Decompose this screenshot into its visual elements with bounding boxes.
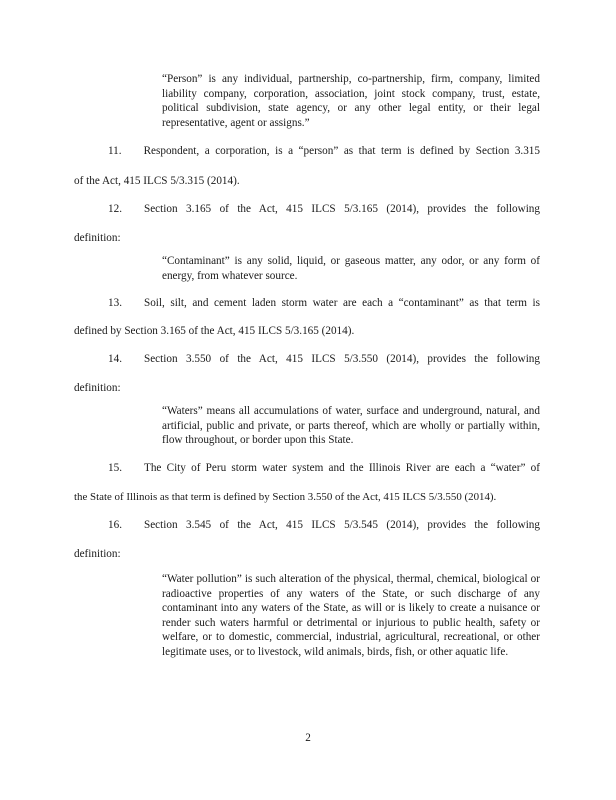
paragraph-16 — [74, 518, 540, 533]
page-number: 2 — [305, 732, 311, 744]
paragraph-text: The City of Peru storm water system and the Illinois River are each a “water” of — [143, 462, 540, 474]
paragraph-number: 12. — [108, 203, 122, 215]
paragraph-13 — [74, 296, 540, 311]
paragraph-text: Soil, silt, and cement laden storm water are each a “contaminant” as that term is — [143, 297, 540, 309]
paragraph-number: 16. — [108, 519, 122, 531]
paragraph-11 — [74, 144, 540, 159]
paragraph-11-cont: of the Act, 415 ILCS 5/3.315 (2014). — [74, 175, 240, 187]
paragraph-text: Section 3.550 of the Act, 415 ILCS 5/3.550 (2014), provides the following — [143, 353, 540, 365]
paragraph-text: Section 3.545 of the Act, 415 ILCS 5/3.545 (2014), provides the following — [143, 519, 540, 531]
paragraph-16-cont: definition: — [74, 548, 121, 560]
paragraph-number: 11. — [108, 145, 122, 157]
paragraph-14-cont: definition: — [74, 382, 121, 394]
paragraph-number: 14. — [108, 353, 122, 365]
paragraph-text: Respondent, a corporation, is a “person” as that term is defined by Section 3.315 — [143, 145, 540, 157]
paragraph-13-cont: defined by Section 3.165 of the Act, 415 ILCS 5/3.165 (2014). — [74, 325, 355, 337]
paragraph-text: Section 3.165 of the Act, 415 ILCS 5/3.165 (2014), provides the following — [143, 203, 540, 215]
quote-waters-definition: “Waters” means all accumulations of water, surface and underground, natural, and artificial, public and private, or parts thereof, which are wholly or partially within, flow throughout, or border upon this State. — [162, 405, 540, 447]
paragraph-14 — [74, 352, 540, 367]
paragraph-number: 13. — [108, 297, 122, 309]
paragraph-number: 15. — [108, 462, 122, 474]
quote-person-definition: “Person” is any individual, partnership, co-partnership, firm, company, limited liability company, corporation, association, joint stock company, trust, estate, political subdivision, state agency, or any other legal entity, or their legal representative, agent or assigns.” — [162, 73, 540, 129]
quote-water-pollution-definition: “Water pollution” is such alteration of the physical, thermal, chemical, biological or radioactive properties of any waters of the State, or such discharge of any contaminant into any waters of the State, as will or is likely to create a nuisance or render such waters harmful or detrimental or injurious to public health, safety or welfare, or to domestic, commercial, industrial, agricultural, recreational, or other legitimate uses, or to livestock, wild animals, birds, fish, or other aquatic life. — [162, 573, 540, 658]
paragraph-15 — [74, 461, 540, 476]
paragraph-12-cont: definition: — [74, 232, 121, 244]
paragraph-15-cont: the State of Illinois as that term is defined by Section 3.550 of the Act, 415 ILCS 5/3.550 (2014). — [74, 491, 497, 503]
quote-contaminant-definition: “Contaminant” is any solid, liquid, or gaseous matter, any odor, or any form of energy, from whatever source. — [162, 255, 540, 282]
paragraph-12 — [74, 202, 540, 217]
